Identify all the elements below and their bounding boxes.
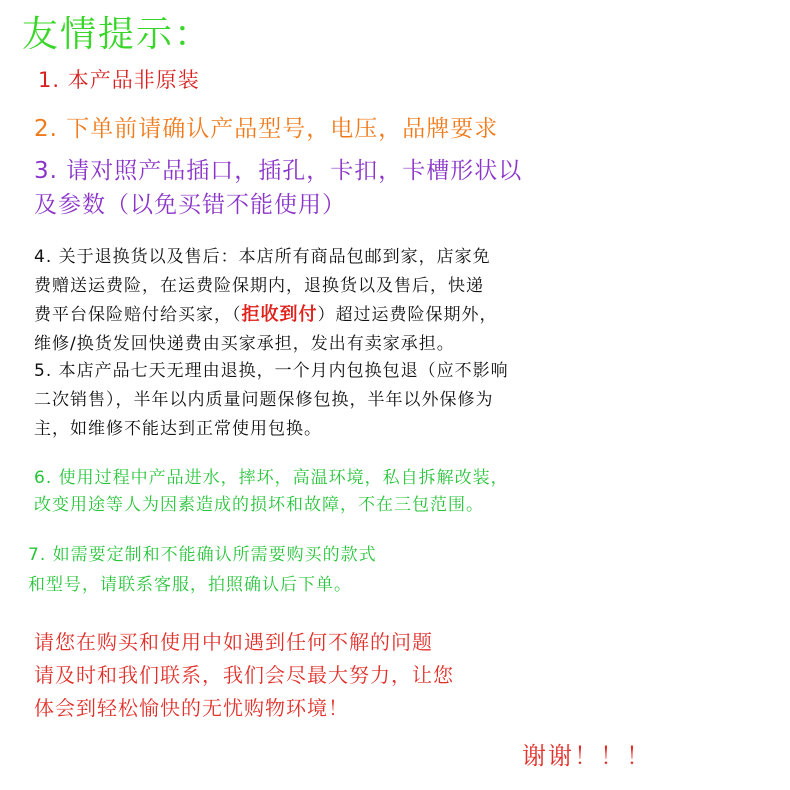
closing-line-1: 请您在购买和使用中如遇到任何不解的问题 (34, 630, 433, 654)
notice-item-4-line-3-before: 费平台保险赔付给买家，（ (34, 305, 242, 325)
notice-item-1: 1. 本产品非原装 (38, 68, 200, 92)
refuse-collect-highlight: 拒收到付 (241, 304, 318, 325)
notice-item-5-line-2: 二次销售），半年以内质量问题保修包换，半年以外保修为 (34, 390, 494, 410)
notice-item-4-line-4: 维修/换货发回快递费由买家承担，发出有卖家承担。 (34, 334, 455, 354)
notice-item-7-line-1: 7. 如需要定制和不能确认所需要购买的款式 (28, 545, 377, 565)
closing-line-2: 请及时和我们联系，我们会尽最大努力，让您 (34, 663, 454, 687)
notice-item-2: 2. 下单前请确认产品型号，电压，品牌要求 (34, 116, 499, 142)
notice-item-4-line-1: 4. 关于退换货以及售后：本店所有商品包邮到家，店家免 (34, 247, 491, 267)
notice-item-3-line-2: 及参数（以免买错不能使用） (34, 192, 346, 218)
thanks-text: 谢谢！！！ (522, 742, 652, 770)
closing-line-3: 体会到轻松愉快的无忧购物环境！ (34, 696, 349, 720)
page-title: 友情提示： (22, 14, 213, 55)
notice-item-4-line-3-after: ）超过运费险保期外， (317, 305, 498, 325)
notice-item-4-line-3 (34, 300, 498, 326)
notice-item-6-line-2: 改变用途等人为因素造成的损坏和故障，不在三包范围。 (34, 495, 484, 515)
notice-item-6-line-1: 6. 使用过程中产品进水，摔坏，高温环境，私自拆解改装， (34, 468, 509, 488)
notice-item-7-line-2: 和型号，请联系客服，拍照确认后下单。 (28, 575, 352, 595)
notice-item-5-line-1: 5. 本店产品七天无理由退换，一个月内包换包退（应不影响 (34, 361, 509, 381)
notice-item-5-line-3: 主，如维修不能达到正常使用包换。 (34, 419, 322, 439)
notice-item-4-line-2: 费赠送运费险，在运费险保期内，退换货以及售后，快递 (34, 276, 484, 296)
notice-item-3-line-1: 3. 请对照产品插口，插孔，卡扣，卡槽形状以 (34, 158, 523, 184)
